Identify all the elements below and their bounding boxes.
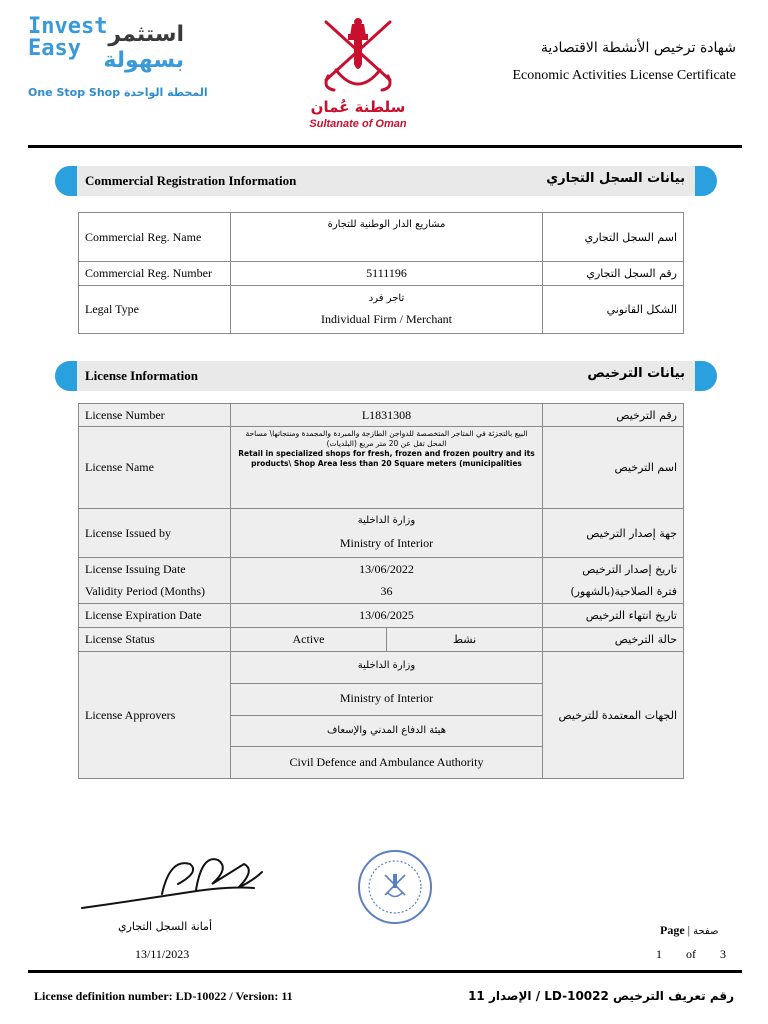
- approver-1-ar: وزارة الداخلية: [231, 652, 542, 684]
- footer-divider: [28, 970, 742, 973]
- logo-text-ar: استثمر بسهولة: [103, 22, 184, 73]
- status-value-ar: نشط: [452, 633, 477, 646]
- section-title-en: Commercial Registration Information: [85, 173, 297, 188]
- certificate-title-ar: شهادة ترخيص الأنشطة الاقتصادية: [540, 40, 736, 56]
- approver-1-en: Ministry of Interior: [231, 684, 542, 716]
- emblem-caption-en: Sultanate of Oman: [309, 118, 407, 130]
- footer-definition-en: License definition number: LD-10022 / Version: 11: [34, 989, 293, 1003]
- cr-number-value: 5111196: [231, 262, 543, 286]
- legal-type-ar: تاجر فرد: [368, 292, 405, 304]
- license-information-table: [78, 403, 684, 779]
- commercial-registration-table: [78, 212, 684, 334]
- table-row: License Number L1831308 رقم الترخيص: [79, 404, 684, 427]
- oman-emblem: [308, 14, 408, 130]
- khanjar-emblem-icon: [308, 14, 408, 98]
- table-row: License Issuing Date 13/06/2022 تاريخ إصدار الترخيص: [79, 558, 684, 581]
- section-title-en: License Information: [85, 368, 199, 383]
- emblem-caption-ar: سلطنة عُمان: [310, 98, 406, 116]
- license-information-header: [55, 361, 717, 391]
- official-seal-icon: [356, 848, 434, 926]
- table-row: License Expiration Date 13/06/2025 تاريخ انتهاء الترخيص: [79, 604, 684, 628]
- approver-2-ar: هيئة الدفاع المدني والإسعاف: [231, 716, 542, 747]
- logo-tagline: One Stop Shop المحطة الواحدة: [28, 86, 208, 99]
- signature-caption: أمانة السجل التجاري: [118, 920, 213, 933]
- invest-easy-logo: [28, 14, 208, 106]
- page-total: 3: [720, 947, 726, 961]
- approver-2-en: Civil Defence and Ambulance Authority: [289, 755, 484, 769]
- signature-icon: [78, 850, 268, 914]
- page-current: 1: [656, 947, 662, 961]
- table-row: License Approvers وزارة الداخلية Ministry of Interior هيئة الدفاع المدني والإسعاف Civil Defence and Ambulance Authority الجهات المعتمدة للترخيص: [79, 652, 684, 779]
- table-row: License Status Active نشط حالة الترخيص: [79, 628, 684, 652]
- license-name-ar: البيع بالتجزئة في المتاجر المتخصصة للدواجن الطازجة والمبردة والمجمدة ومنتجاتها\ مساحة المحل تقل عن 20 متر مربع (البلديات): [245, 429, 528, 448]
- license-name-en: Retail in specialized shops for fresh, frozen and frozen poultry and its products\ Shop Area less than 20 Square meters (municipalities: [238, 449, 535, 468]
- table-row: License Name البيع بالتجزئة في المتاجر المتخصصة للدواجن الطازجة والمبردة والمجمدة ومنتجاتها\ مساحة المحل تقل عن 20 متر مربع (البلديات) Retail in specialized shops for fresh, frozen and frozen poultry and its products\ Shop Area less than 20 Square meters (municipalities اسم الترخيص: [79, 427, 684, 509]
- footer-definition-ar: رقم تعريف الترخيص LD-10022 / الإصدار 11: [468, 989, 734, 1003]
- section-title-ar: بيانات السجل التجاري: [546, 171, 685, 186]
- legal-type-en: Individual Firm / Merchant: [321, 311, 452, 326]
- validity-value: 36: [231, 581, 543, 604]
- cr-name-value: مشاريع الدار الوطنية للتجارة: [327, 219, 446, 230]
- commercial-registration-header: [55, 166, 717, 196]
- table-row: Commercial Reg. Name مشاريع الدار الوطنية للتجارة اسم السجل التجاري: [79, 213, 684, 262]
- status-value-en: Active: [231, 628, 387, 651]
- table-row: Legal Type تاجر فرد Individual Firm / Merchant الشكل القانوني: [79, 286, 684, 334]
- page-indicator: Page | صفحة: [660, 923, 719, 937]
- license-number-value: L1831308: [231, 404, 543, 427]
- section-title-ar: بيانات الترخيص: [587, 366, 685, 381]
- table-row: Validity Period (Months) 36 فترة الصلاحية(بالشهور): [79, 581, 684, 604]
- logo-text-en: Invest Easy: [28, 14, 108, 61]
- certificate-title-en: Economic Activities License Certificate: [512, 68, 736, 83]
- issuer-en: Ministry of Interior: [339, 536, 434, 550]
- issuing-date-value: 13/06/2022: [231, 558, 543, 581]
- signature-date: 13/11/2023: [135, 947, 190, 961]
- expiration-date-value: 13/06/2025: [231, 604, 543, 628]
- table-row: Commercial Reg. Number 5111196 رقم السجل التجاري: [79, 262, 684, 286]
- header-divider: [28, 145, 742, 148]
- table-row: License Issued by وزارة الداخلية Ministry of Interior جهة إصدار الترخيص: [79, 509, 684, 558]
- page-of: of: [686, 947, 696, 961]
- issuer-ar: وزارة الداخلية: [357, 515, 416, 526]
